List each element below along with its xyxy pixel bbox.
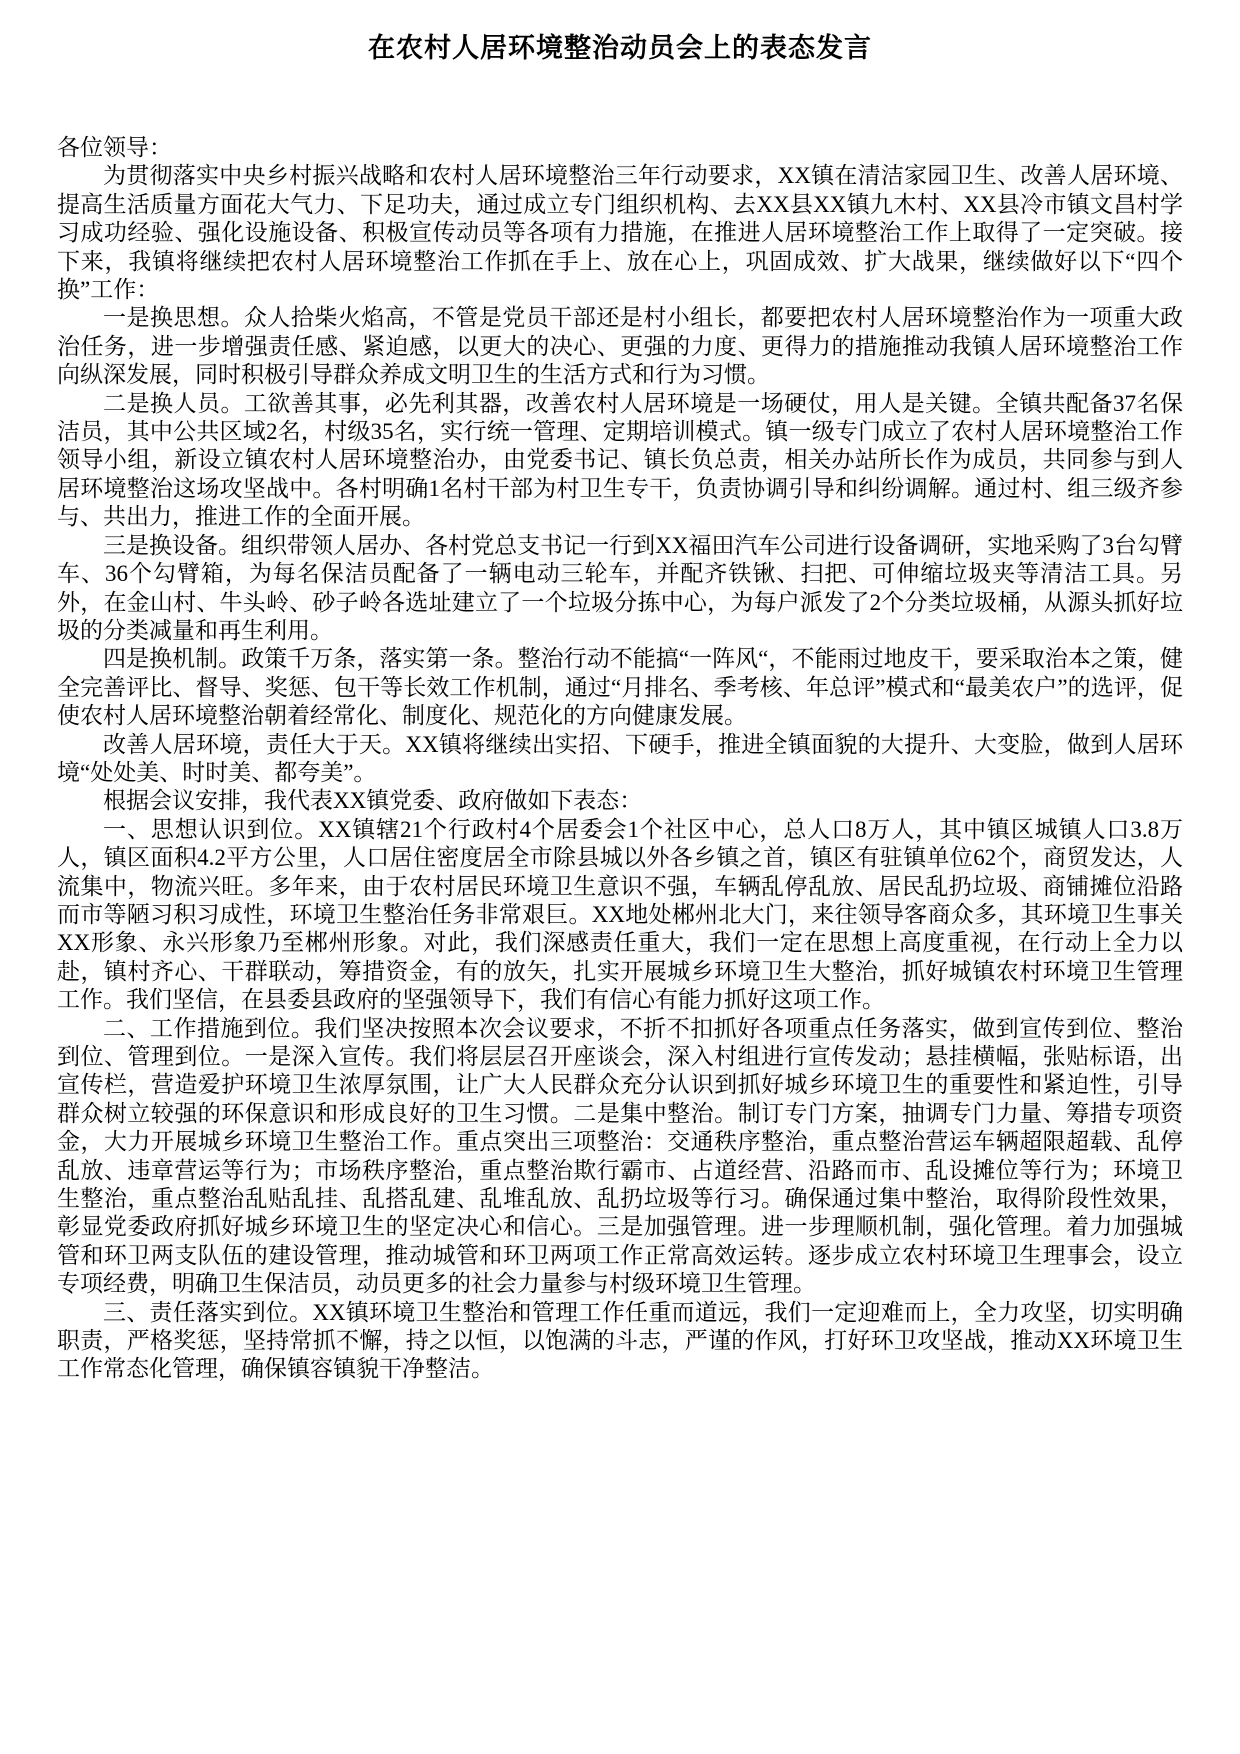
paragraph-change-mindset: 一是换思想。众人拾柴火焰高，不管是党员干部还是村小组长，都要把农村人居环境整治作为一项重大政治任务，进一步增强责任感、紧迫感，以更大的决心、更强的力度、更得力的措施推动我镇人居环境整治工作向纵深发展，同时积极引导群众养成文明卫生的生活方式和行为习惯。 bbox=[57, 305, 1183, 388]
paragraph-responsibility: 改善人居环境，责任大于天。XX镇将继续出实招、下硬手，推进全镇面貌的大提升、大变脸，做到人居环境“处处美、时时美、都夸美”。 bbox=[57, 731, 1183, 785]
salutation: 各位领导： bbox=[57, 135, 172, 160]
document-title: 在农村人居环境整治动员会上的表态发言 bbox=[368, 33, 872, 63]
paragraph-change-equipment: 三是换设备。组织带领人居办、各村党总支书记一行到XX福田汽车公司进行设备调研，实地采购了3台勾臂车、36个勾臂箱，为每名保洁员配备了一辆电动三轮车，并配齐铁锹、扫把、可伸缩垃圾夹等清洁工具。另外，在金山村、牛头岭、砂子岭各选址建立了一个垃圾分拣中心，为每户派发了2个分类垃圾桶，从源头抓好垃圾的分类减量和再生利用。 bbox=[57, 532, 1183, 643]
paragraph-point-1-thought: 一、思想认识到位。XX镇辖21个行政村4个居委会1个社区中心，总人口8万人，其中镇区城镇人口3.8万人，镇区面积4.2平方公里，人口居住密度居全市除县城以外各乡镇之首，镇区有驻镇单位62个，商贸发达，人流集中，物流兴旺。多年来，由于农村居民环境卫生意识不强，车辆乱停乱放、居民乱扔垃圾、商铺摊位沿路而市等陋习积习成性，环境卫生整治任务非常艰巨。XX地处郴州北大门，来往领导客商众多，其环境卫生事关XX形象、永兴形象乃至郴州形象。对此，我们深感责任重大，我们一定在思想上高度重视，在行动上全力以赴，镇村齐心、干群联动，筹措资金，有的放矢，扎实开展城乡环境卫生大整治，抓好城镇农村环境卫生管理工作。我们坚信，在县委县政府的坚强领导下，我们有信心有能力抓好这项工作。 bbox=[57, 816, 1183, 1013]
paragraph-point-2-measures: 二、工作措施到位。我们坚决按照本次会议要求，不折不扣抓好各项重点任务落实，做到宣传到位、整治到位、管理到位。一是深入宣传。我们将层层召开座谈会，深入村组进行宣传发动；悬挂横幅，张贴标语，出宣传栏，营造爱护环境卫生浓厚氛围，让广大人民群众充分认识到抓好城乡环境卫生的重要性和紧迫性，引导群众树立较强的环保意识和形成良好的卫生习惯。二是集中整治。制订专门方案，抽调专门力量、筹措专项资金，大力开展城乡环境卫生整治工作。重点突出三项整治：交通秩序整治，重点整治营运车辆超限超载、乱停乱放、违章营运等行为；市场秩序整治，重点整治欺行霸市、占道经营、沿路而市、乱设摊位等行为；环境卫生整治，重点整治乱贴乱挂、乱搭乱建、乱堆乱放、乱扔垃圾等行习。确保通过集中整治，取得阶段性效果，彰显党委政府抓好城乡环境卫生的坚定决心和信心。三是加强管理。进一步理顺机制，强化管理。着力加强城管和环卫两支队伍的建设管理，推动城管和环卫两项工作正常高效运转。逐步成立农村环境卫生理事会，设立专项经费，明确卫生保洁员，动员更多的社会力量参与村级环境卫生管理。 bbox=[57, 1015, 1183, 1297]
paragraph-point-3-implementation: 三、责任落实到位。XX镇环境卫生整治和管理工作任重而道远，我们一定迎难而上，全力攻坚，切实明确职责，严格奖惩，坚持常抓不懈，持之以恒，以饱满的斗志，严谨的作风，打好环卫攻坚战，推动XX环境卫生工作常态化管理，确保镇容镇貌干净整洁。 bbox=[57, 1299, 1183, 1382]
paragraph-change-personnel: 二是换人员。工欲善其事，必先利其器，改善农村人居环境是一场硬仗，用人是关键。全镇共配备37名保洁员，其中公共区域2名，村级35名，实行统一管理、定期培训模式。镇一级专门成立了农村人居环境整治工作领导小组，新设立镇农村人居环境整治办，由党委书记、镇长负总责，相关办站所长作为成员，共同参与到人居环境整治这场攻坚战中。各村明确1名村干部为村卫生专干，负责协调引导和纠纷调解。通过村、组三级齐参与、共出力，推进工作的全面开展。 bbox=[57, 390, 1183, 530]
document-body bbox=[57, 134, 1183, 1384]
paragraph-statement-lead: 根据会议安排，我代表XX镇党委、政府做如下表态： bbox=[103, 788, 643, 814]
paragraph-change-mechanism: 四是换机制。政策千万条，落实第一条。整治行动不能搞“一阵风“，不能雨过地皮干，要采取治本之策，健全完善评比、督导、奖惩、包干等长效工作机制，通过“月排名、季考核、年总评”模式和“最美农户”的选评，促使农村人居环境整治朝着经常化、制度化、规范化的方向健康发展。 bbox=[57, 646, 1183, 729]
paragraph-intro: 为贯彻落实中央乡村振兴战略和农村人居环境整治三年行动要求，XX镇在清洁家园卫生、改善人居环境、提高生活质量方面花大气力、下足功夫，通过成立专门组织机构、去XX县XX镇九木村、XX县冷市镇文昌村学习成功经验、强化设施设备、积极宣传动员等各项有力措施，在推进人居环境整治工作上取得了一定突破。接下来，我镇将继续把农村人居环境整治工作抓在手上、放在心上，巩固成效、扩大战果，继续做好以下“四个换”工作： bbox=[57, 163, 1183, 303]
